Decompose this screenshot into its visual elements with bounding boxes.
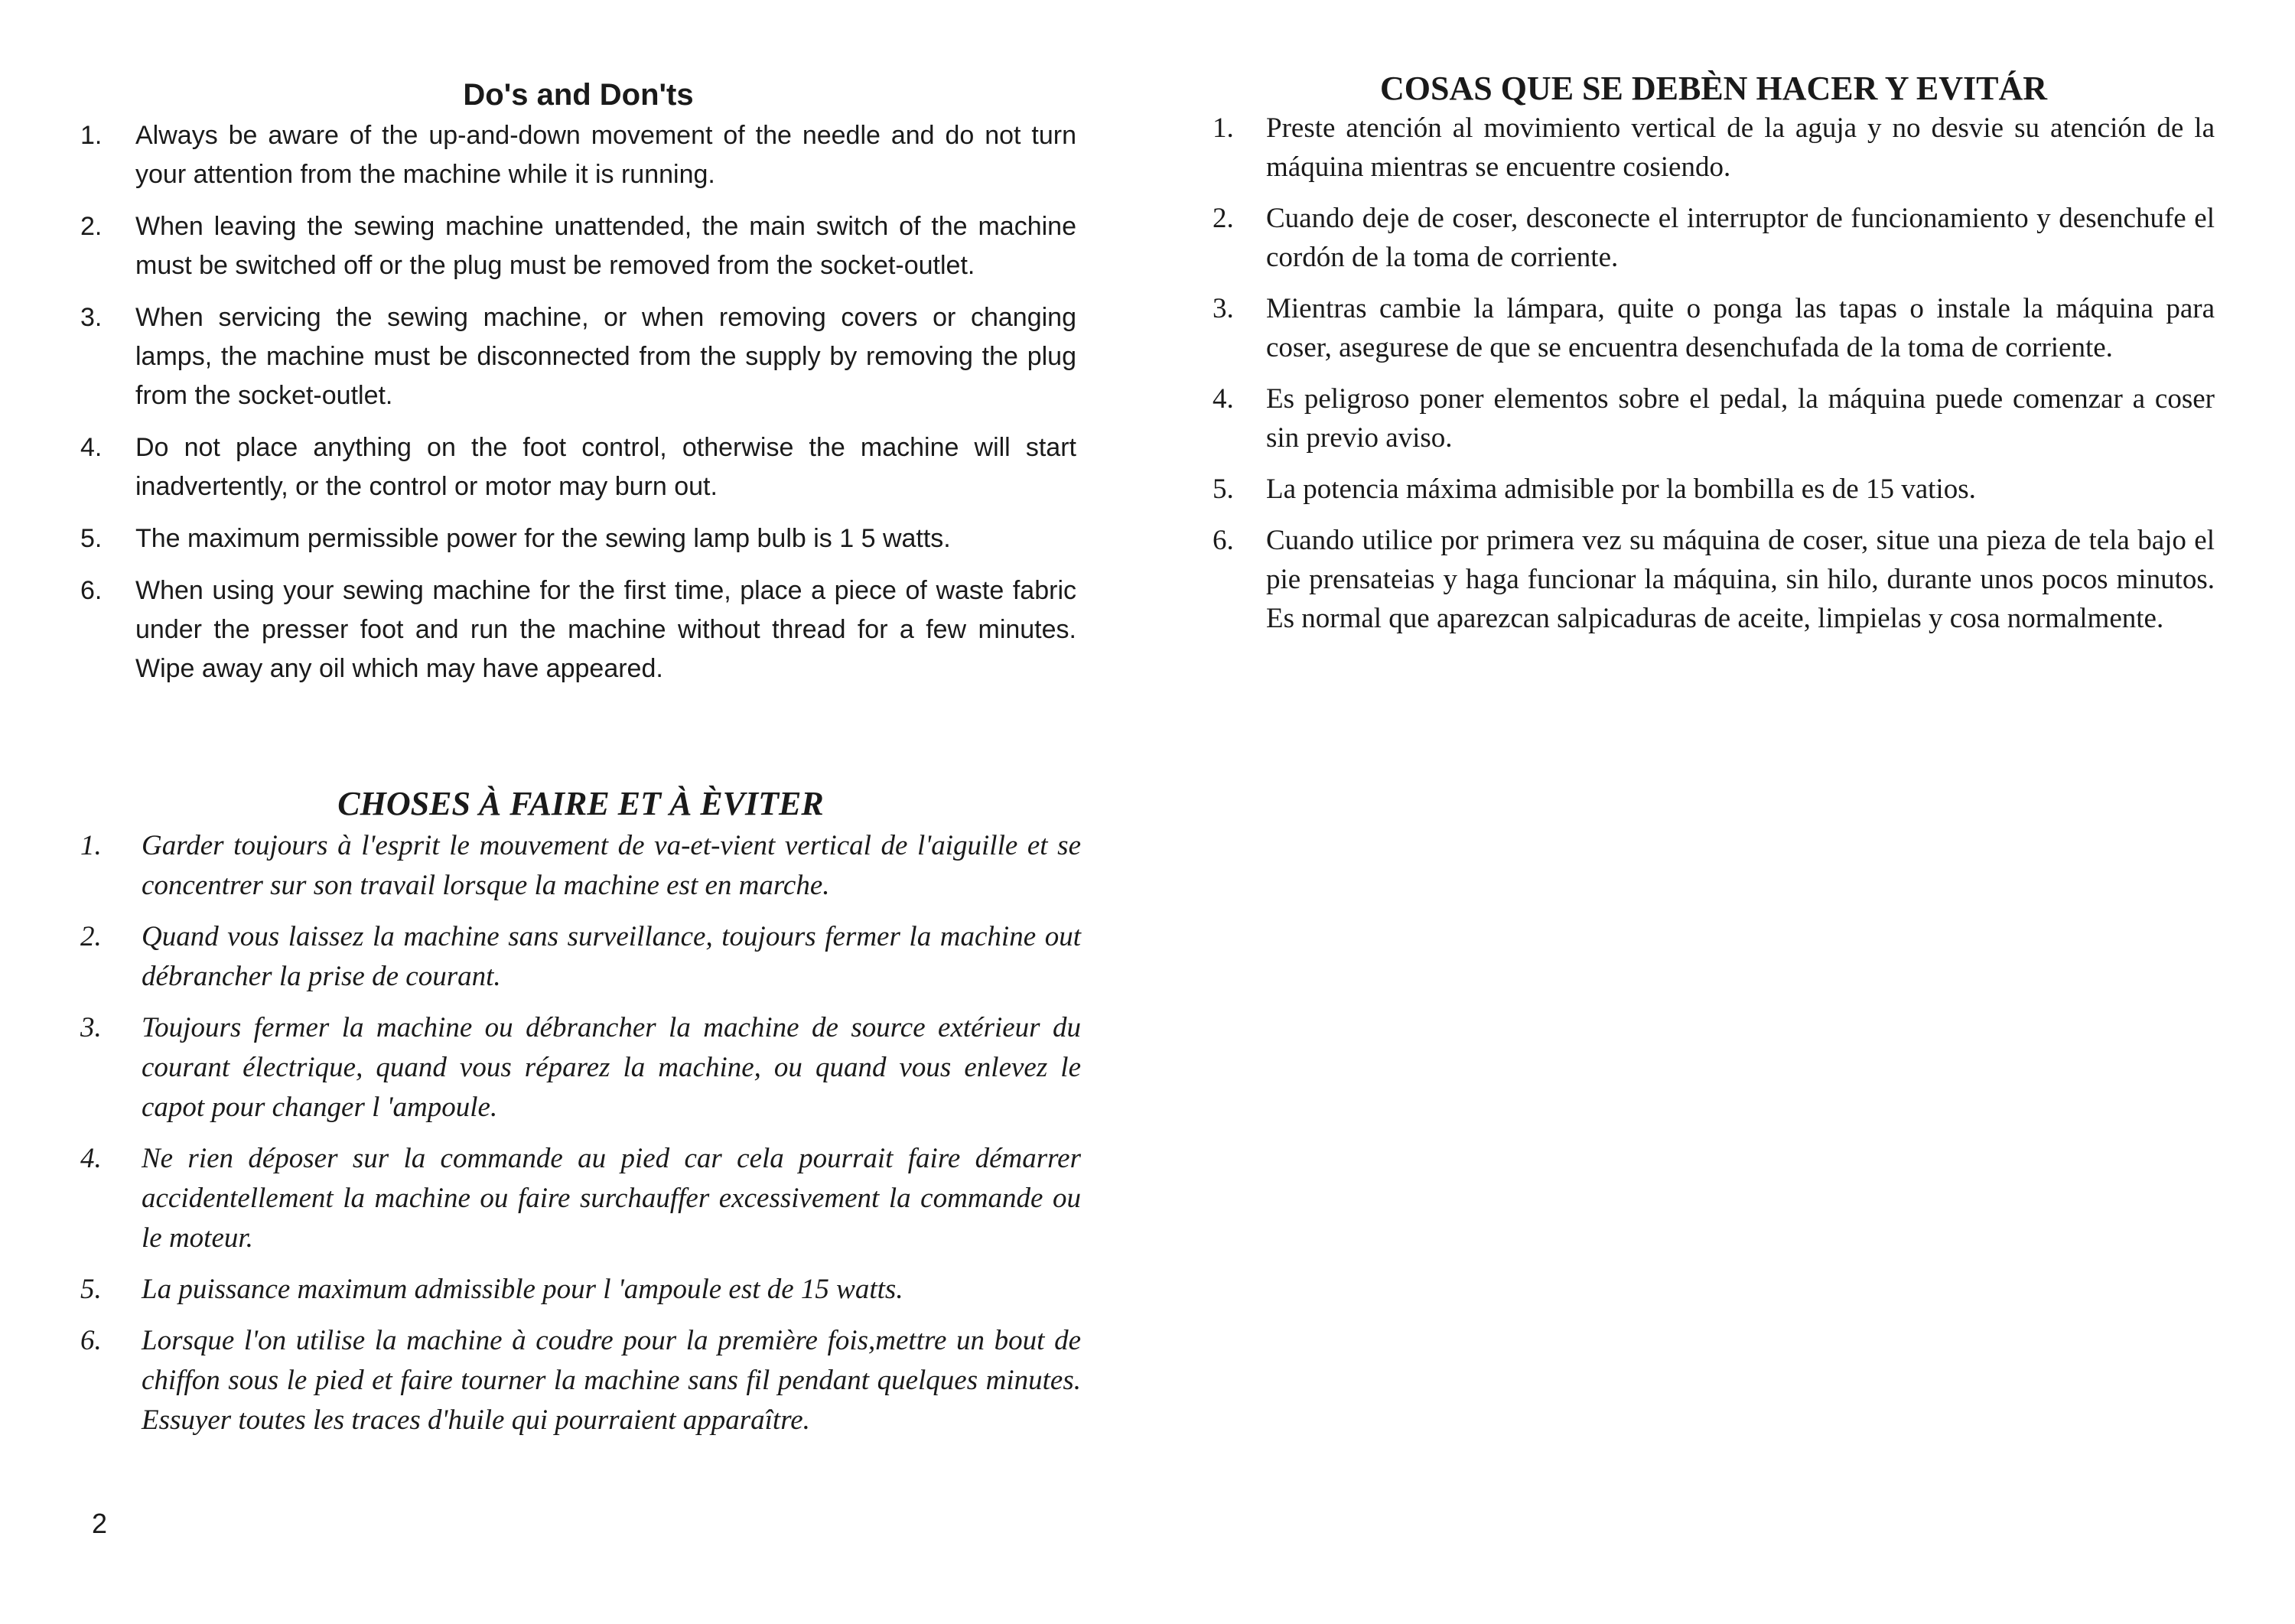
list-item (1213, 521, 2215, 638)
spanish-section (1213, 67, 2215, 650)
list-item (80, 571, 1076, 688)
list-item (80, 428, 1076, 506)
item-text: Toujours fermer la machine ou débrancher la machine de source extérieur du courant électrique, quand vous réparez la machine, ou quand vous enlevez le capot pour changer l 'ampoule. (142, 1012, 1081, 1123)
item-text: La puissance maximum admissible pour l 'ampoule est de 15 watts. (142, 1274, 903, 1305)
english-list (80, 116, 1076, 688)
list-item (1213, 379, 2215, 457)
item-text: Cuando utilice por primera vez su máquina de coser, situe una pieza de tela bajo el pie prensateias y haga funcionar la máquina, sin hilo, durante unos pocos minutos. Es normal que aparezcan salpicaduras de aceite, limpielas y cosa normalmente. (1266, 525, 2215, 634)
list-item (80, 1321, 1081, 1440)
item-number: 1. (80, 830, 102, 861)
spanish-list (1213, 109, 2215, 638)
list-item (80, 826, 1081, 906)
item-number: 6. (1213, 525, 1234, 556)
french-section (80, 782, 1081, 1452)
item-number: 5. (80, 524, 103, 553)
item-text: The maximum permissible power for the sewing lamp bulb is 1 5 watts. (135, 524, 951, 553)
item-number: 6. (80, 576, 103, 605)
spanish-title: COSAS QUE SE DEBÈN HACER Y EVITÁR (1379, 70, 2048, 107)
english-section (80, 75, 1076, 701)
item-number: 1. (1213, 112, 1234, 144)
english-title: Do's and Don'ts (463, 78, 694, 112)
list-item (1213, 109, 2215, 187)
item-text: When leaving the sewing machine unattended, the main switch of the machine must be switched off or the plug must be removed from the socket-outlet. (135, 212, 1076, 280)
list-item (80, 1139, 1081, 1258)
item-number: 2. (1213, 203, 1234, 234)
item-text: Do not place anything on the foot control, otherwise the machine will start inadvertently, or the control or motor may burn out. (135, 433, 1076, 501)
list-item (80, 298, 1076, 415)
item-number: 4. (80, 433, 103, 462)
item-number: 2. (80, 212, 103, 241)
item-text: Cuando deje de coser, desconecte el interruptor de funcionamiento y desenchufe el cordón de la toma de corriente. (1266, 203, 2215, 273)
item-text: When servicing the sewing machine, or when removing covers or changing lamps, the machine must be disconnected from the supply by removing the plug from the socket-outlet. (135, 303, 1076, 410)
list-item (1213, 470, 2215, 509)
page-number: 2 (92, 1508, 108, 1539)
item-number: 2. (80, 921, 102, 952)
item-number: 4. (1213, 383, 1234, 415)
item-number: 3. (80, 303, 103, 332)
list-item (80, 207, 1076, 285)
item-number: 4. (80, 1143, 102, 1174)
list-item (80, 116, 1076, 194)
item-text: Es peligroso poner elementos sobre el pedal, la máquina puede comenzar a coser sin previo aviso. (1266, 383, 2215, 454)
item-number: 5. (1213, 474, 1234, 505)
item-text: Ne rien déposer sur la commande au pied car cela pourrait faire démarrer accidentellement la machine ou faire surchauffer excessivement la commande ou le moteur. (142, 1143, 1081, 1254)
item-text: When using your sewing machine for the first time, place a piece of waste fabric under the presser foot and run the machine without thread for a few minutes. Wipe away any oil which may have appeared. (135, 576, 1076, 683)
item-number: 5. (80, 1274, 102, 1305)
item-text: Always be aware of the up-and-down movement of the needle and do not turn your attention from the machine while it is running. (135, 121, 1076, 189)
item-text: Garder toujours à l'esprit le mouvement de va-et-vient vertical de l'aiguille et se concentrer sur son travail lorsque la machine est en marche. (142, 830, 1081, 901)
item-text: Mientras cambie la lámpara, quite o ponga las tapas o instale la máquina para coser, asegurese de que se encuentra desenchufada de la toma de corriente. (1266, 293, 2215, 363)
item-number: 1. (80, 121, 103, 150)
list-item (80, 1270, 1081, 1310)
french-title: CHOSES À FAIRE ET À ÈVITER (337, 785, 824, 822)
item-number: 6. (80, 1325, 102, 1356)
item-number: 3. (80, 1012, 102, 1043)
item-text: La potencia máxima admisible por la bombilla es de 15 vatios. (1266, 474, 1976, 505)
item-text: Preste atención al movimiento vertical de la aguja y no desvie su atención de la máquina mientras se encuentre cosiendo. (1266, 112, 2215, 183)
list-item (1213, 289, 2215, 367)
french-list (80, 826, 1081, 1440)
list-item (80, 1008, 1081, 1128)
list-item (1213, 199, 2215, 277)
item-text: Lorsque l'on utilise la machine à coudre pour la première fois,mettre un bout de chiffon sous le pied et faire tourner la machine sans fil pendant quelques minutes. Essuyer toutes les traces d'huile qui pourraient apparaître. (142, 1325, 1081, 1436)
list-item (80, 917, 1081, 997)
list-item (80, 519, 1076, 558)
item-number: 3. (1213, 293, 1234, 324)
item-text: Quand vous laissez la machine sans surveillance, toujours fermer la machine out débrancher la prise de courant. (142, 921, 1081, 992)
